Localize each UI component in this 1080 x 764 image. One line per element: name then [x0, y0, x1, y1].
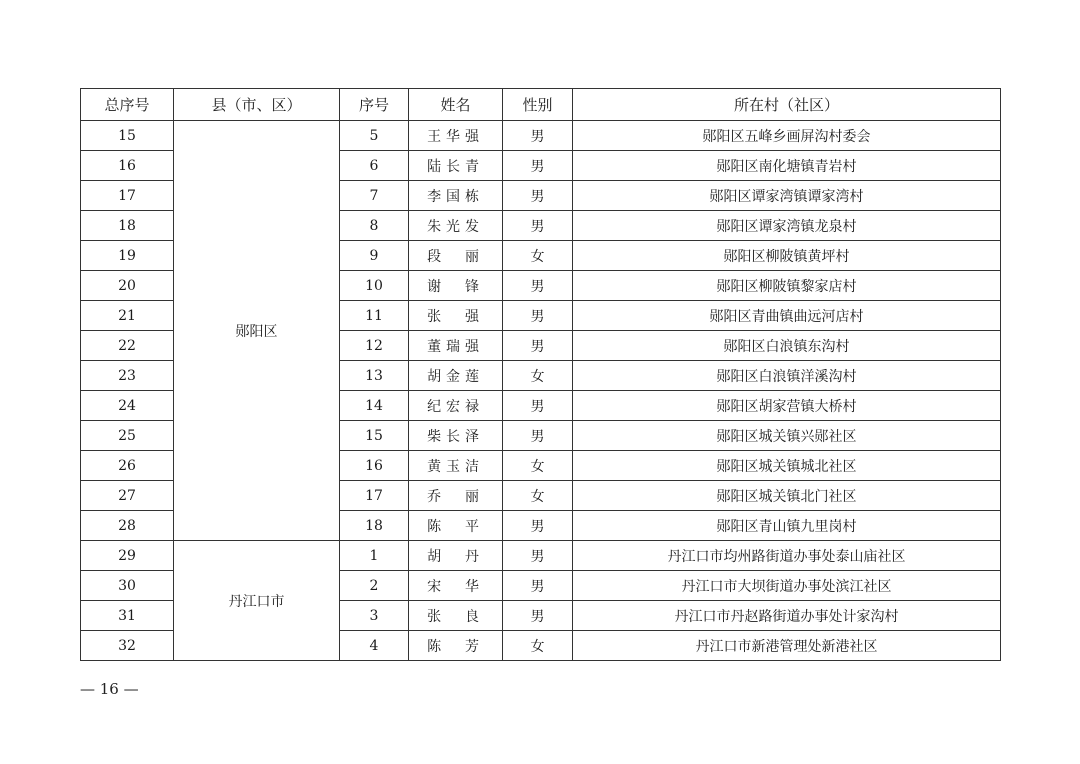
village-cell: 丹江口市丹赵路街道办事处计家沟村 — [573, 601, 1001, 631]
village-cell: 郧阳区城关镇城北社区 — [573, 451, 1001, 481]
total-number-cell: 23 — [81, 361, 174, 391]
gender-cell: 男 — [503, 601, 573, 631]
total-number-cell: 17 — [81, 181, 174, 211]
header-gender: 性别 — [503, 89, 573, 121]
gender-cell: 男 — [503, 331, 573, 361]
name-cell: 段 丽 — [409, 241, 503, 271]
village-cell: 郧阳区南化塘镇青岩村 — [573, 151, 1001, 181]
sequence-cell: 4 — [340, 631, 409, 661]
name-cell: 陈 平 — [409, 511, 503, 541]
total-number-cell: 27 — [81, 481, 174, 511]
village-cell: 郧阳区胡家营镇大桥村 — [573, 391, 1001, 421]
name-cell: 董瑞强 — [409, 331, 503, 361]
sequence-cell: 12 — [340, 331, 409, 361]
gender-cell: 男 — [503, 271, 573, 301]
name-cell: 黄玉洁 — [409, 451, 503, 481]
total-number-cell: 18 — [81, 211, 174, 241]
table-row — [81, 121, 1001, 151]
county-cell: 郧阳区 — [174, 121, 340, 541]
sequence-cell: 6 — [340, 151, 409, 181]
header-county: 县（市、区） — [174, 89, 340, 121]
name-cell: 胡 丹 — [409, 541, 503, 571]
village-cell: 郧阳区青曲镇曲远河店村 — [573, 301, 1001, 331]
gender-cell: 女 — [503, 361, 573, 391]
total-number-cell: 32 — [81, 631, 174, 661]
total-number-cell: 30 — [81, 571, 174, 601]
village-cell: 郧阳区谭家湾镇龙泉村 — [573, 211, 1001, 241]
total-number-cell: 25 — [81, 421, 174, 451]
gender-cell: 女 — [503, 241, 573, 271]
name-cell: 王华强 — [409, 121, 503, 151]
gender-cell: 男 — [503, 421, 573, 451]
gender-cell: 男 — [503, 571, 573, 601]
header-row — [81, 89, 1001, 121]
name-cell: 乔 丽 — [409, 481, 503, 511]
total-number-cell: 15 — [81, 121, 174, 151]
gender-cell: 女 — [503, 631, 573, 661]
total-number-cell: 21 — [81, 301, 174, 331]
sequence-cell: 8 — [340, 211, 409, 241]
village-cell: 郧阳区白浪镇东沟村 — [573, 331, 1001, 361]
sequence-cell: 16 — [340, 451, 409, 481]
name-cell: 胡金莲 — [409, 361, 503, 391]
page-number: — 16 — — [80, 680, 139, 698]
gender-cell: 男 — [503, 391, 573, 421]
sequence-cell: 11 — [340, 301, 409, 331]
sequence-cell: 10 — [340, 271, 409, 301]
total-number-cell: 19 — [81, 241, 174, 271]
sequence-cell: 18 — [340, 511, 409, 541]
village-cell: 郧阳区五峰乡画屏沟村委会 — [573, 121, 1001, 151]
table-body — [81, 121, 1001, 661]
total-number-cell: 26 — [81, 451, 174, 481]
gender-cell: 女 — [503, 451, 573, 481]
village-cell: 丹江口市均州路街道办事处泰山庙社区 — [573, 541, 1001, 571]
gender-cell: 男 — [503, 511, 573, 541]
total-number-cell: 20 — [81, 271, 174, 301]
sequence-cell: 15 — [340, 421, 409, 451]
name-cell: 柴长泽 — [409, 421, 503, 451]
name-cell: 张 良 — [409, 601, 503, 631]
gender-cell: 男 — [503, 151, 573, 181]
county-cell: 丹江口市 — [174, 541, 340, 661]
name-cell: 朱光发 — [409, 211, 503, 241]
total-number-cell: 29 — [81, 541, 174, 571]
sequence-cell: 9 — [340, 241, 409, 271]
total-number-cell: 31 — [81, 601, 174, 631]
village-cell: 郧阳区柳陂镇黄坪村 — [573, 241, 1001, 271]
header-total-number: 总序号 — [81, 89, 174, 121]
gender-cell: 男 — [503, 301, 573, 331]
village-cell: 郧阳区白浪镇洋溪沟村 — [573, 361, 1001, 391]
gender-cell: 女 — [503, 481, 573, 511]
gender-cell: 男 — [503, 181, 573, 211]
gender-cell: 男 — [503, 121, 573, 151]
sequence-cell: 17 — [340, 481, 409, 511]
header-sequence: 序号 — [340, 89, 409, 121]
village-cell: 郧阳区青山镇九里岗村 — [573, 511, 1001, 541]
table-row — [81, 541, 1001, 571]
village-cell: 丹江口市大坝街道办事处滨江社区 — [573, 571, 1001, 601]
sequence-cell: 2 — [340, 571, 409, 601]
gender-cell: 男 — [503, 211, 573, 241]
gender-cell: 男 — [503, 541, 573, 571]
village-cell: 郧阳区谭家湾镇谭家湾村 — [573, 181, 1001, 211]
village-cell: 郧阳区柳陂镇黎家店村 — [573, 271, 1001, 301]
roster-table — [80, 88, 1001, 661]
name-cell: 陆长青 — [409, 151, 503, 181]
name-cell: 谢 锋 — [409, 271, 503, 301]
village-cell: 郧阳区城关镇北门社区 — [573, 481, 1001, 511]
header-name: 姓名 — [409, 89, 503, 121]
total-number-cell: 24 — [81, 391, 174, 421]
sequence-cell: 5 — [340, 121, 409, 151]
sequence-cell: 3 — [340, 601, 409, 631]
total-number-cell: 28 — [81, 511, 174, 541]
name-cell: 张 强 — [409, 301, 503, 331]
name-cell: 陈 芳 — [409, 631, 503, 661]
village-cell: 郧阳区城关镇兴郧社区 — [573, 421, 1001, 451]
name-cell: 宋 华 — [409, 571, 503, 601]
sequence-cell: 14 — [340, 391, 409, 421]
village-cell: 丹江口市新港管理处新港社区 — [573, 631, 1001, 661]
header-village: 所在村（社区） — [573, 89, 1001, 121]
total-number-cell: 16 — [81, 151, 174, 181]
name-cell: 纪宏禄 — [409, 391, 503, 421]
name-cell: 李国栋 — [409, 181, 503, 211]
sequence-cell: 7 — [340, 181, 409, 211]
sequence-cell: 1 — [340, 541, 409, 571]
total-number-cell: 22 — [81, 331, 174, 361]
sequence-cell: 13 — [340, 361, 409, 391]
